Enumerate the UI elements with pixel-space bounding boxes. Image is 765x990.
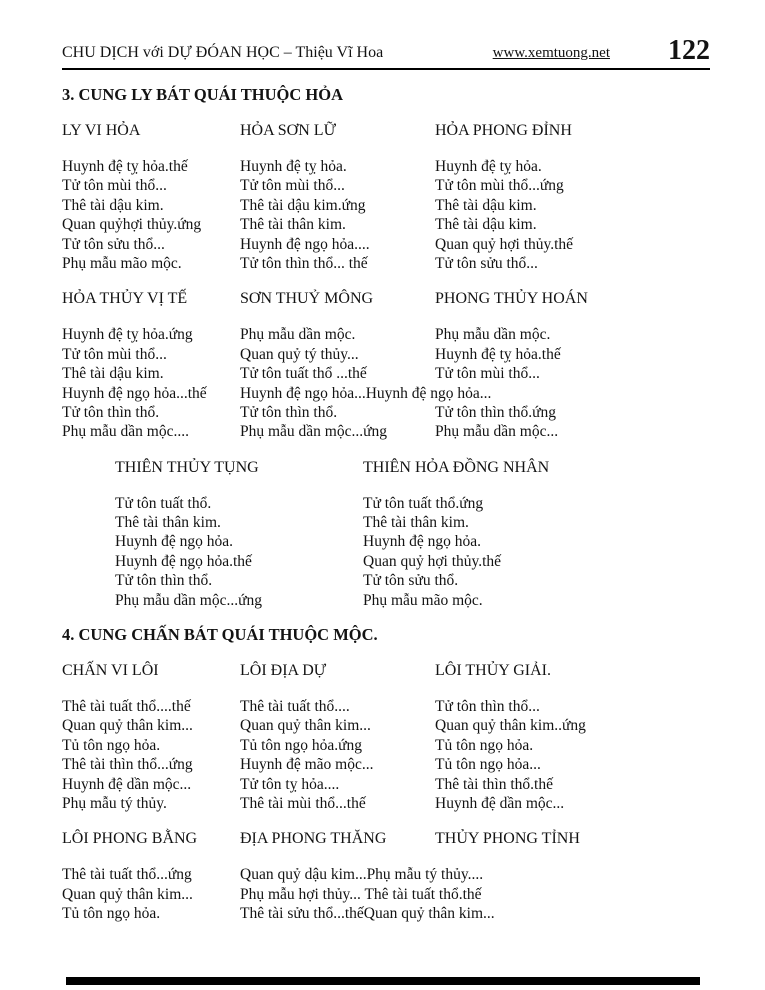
hexagram-name: LÔI ĐỊA DỰ: [240, 662, 327, 680]
hexagram-column: [435, 122, 710, 273]
hexagram-name: THIÊN HỎA ĐỒNG NHÂN: [363, 458, 550, 476]
hexagram-line: Quan quỷ thân kim...: [62, 885, 193, 903]
hexagram-line: Huynh đệ mão mộc...: [240, 756, 374, 774]
hexagram-line: Thê tài tuất thổ...ứng: [62, 866, 192, 884]
hexagram-line: Thê tài tuất thổ....thế: [62, 698, 191, 716]
hexagram-line: Huynh đệ tỵ hỏa.thế: [435, 345, 561, 363]
hexagram-line: Tử tôn sửu thổ...: [435, 254, 538, 272]
hexagram-line: Tử tôn thìn thổ... thế: [240, 254, 368, 272]
hexagram-name: LÔI PHONG BẰNG: [62, 830, 198, 848]
hexagram-line: Huynh đệ ngọ hỏa.: [363, 533, 481, 551]
hexagram-line: Tủ tôn ngọ hỏa...: [435, 756, 541, 774]
hexagram-line: Thê tài dậu kim.ứng: [240, 196, 366, 214]
hexagram-line: Tử tôn sửu thổ.: [363, 572, 459, 590]
section: [62, 625, 710, 924]
hexagram-line: Thê tài dậu kim.: [62, 196, 164, 214]
hexagram-line: Thê tài mùi thổ...thế: [240, 794, 366, 812]
hexagram-line: Huynh đệ ngọ hỏa....: [240, 235, 370, 253]
hexagram-column: [62, 662, 240, 813]
hexagram-line: Thê tài thìn thổ...ứng: [62, 756, 193, 774]
hexagram-name: HỎA THỦY VỊ TẾ: [62, 290, 188, 308]
hexagram-line: Phụ mẫu dần mộc...ứng: [115, 591, 263, 609]
hexagram-block: [115, 459, 710, 610]
hexagram-line: Thê tài dậu kim.: [435, 216, 537, 234]
page-number: 122: [668, 35, 710, 66]
hexagram-line: Quan quỷ thân kim...: [62, 717, 193, 735]
hexagram-line: Tử tôn thìn thổ.: [115, 572, 213, 590]
hexagram-name: LY VI HỎA: [62, 122, 141, 139]
hexagram-line: Huynh đệ tỵ hỏa.thế: [62, 158, 188, 175]
hexagram-name: PHONG THỦY HOÁN: [435, 290, 588, 308]
hexagram-line: Quan quỷ tý thủy...: [240, 345, 359, 363]
hexagram-column: [435, 662, 710, 813]
sections-container: [62, 85, 710, 924]
hexagram-line: Phụ mẫu dần mộc...ứng: [240, 423, 388, 441]
hexagram-block: [62, 830, 710, 923]
hexagram-column: [435, 830, 710, 923]
hexagram-line: Phụ mẫu mão mộc.: [363, 591, 483, 609]
hexagram-line: Huynh đệ ngọ hỏa.: [115, 533, 233, 551]
hexagram-column: [435, 290, 710, 441]
hexagram-column: [62, 290, 240, 441]
hexagram-column: [363, 459, 710, 610]
hexagram-line: Phụ mẫu dần mộc.: [240, 326, 356, 344]
hexagram-line: Quan quỷ thân kim..ứng: [435, 717, 586, 735]
hexagram-column: [240, 662, 435, 813]
hexagram-block: [62, 662, 710, 813]
hexagram-line: Tử tôn mùi thổ...ứng: [435, 177, 564, 195]
hexagram-line: Tử tôn sửu thổ...: [62, 235, 165, 253]
hexagram-line: Phụ mẫu mão mộc.: [62, 254, 182, 272]
hexagram-line: Tủ tôn ngọ hỏa.: [435, 736, 534, 754]
hexagram-line: Tử tôn mùi thổ...: [62, 177, 167, 195]
page-header: [62, 35, 710, 70]
hexagram-line: Thê tài sửu thổ...thếQuan quỷ thân kim...: [240, 905, 495, 923]
scan-artifact-bar: [66, 977, 700, 985]
hexagram-block: [62, 122, 710, 273]
hexagram-column: [62, 122, 240, 273]
hexagram-line: Thê tài thân kim.: [363, 514, 469, 532]
book-title: CHU DỊCH với DỰ ĐÓAN HỌC – Thiệu Vĩ Hoa: [62, 44, 384, 61]
section: [62, 85, 710, 610]
hexagram-line: Tử tôn mùi thổ...: [240, 177, 345, 195]
hexagram-line: Tử tôn thìn thổ...: [435, 698, 540, 716]
hexagram-line: Huynh đệ tỵ hỏa.ứng: [62, 326, 193, 344]
hexagram-line: Thê tài dậu kim.: [62, 365, 164, 383]
hexagram-line: Huynh đệ tỵ hỏa.: [435, 158, 542, 175]
hexagram-name: THIÊN THỦY TỤNG: [115, 458, 259, 476]
hexagram-line: Thê tài thân kim.: [240, 216, 346, 234]
hexagram-column: [240, 830, 495, 923]
hexagram-line: Quan quỷ thân kim...: [240, 717, 371, 735]
hexagram-line: Thê tài tuất thổ....: [240, 698, 350, 716]
hexagram-column: [240, 122, 435, 273]
hexagram-line: Phụ mẫu dần mộc.: [435, 326, 551, 344]
hexagram-line: Tủ tôn ngọ hỏa.ứng: [240, 736, 363, 754]
hexagram-line: Tử tôn tuất thổ.ứng: [363, 494, 484, 512]
section-heading: 4. CUNG CHẤN BÁT QUÁI THUỘC MỘC.: [62, 625, 378, 645]
hexagram-line: Huynh đệ dần mộc...: [435, 794, 565, 812]
hexagram-line: Tủ tôn ngọ hỏa.: [62, 736, 161, 754]
hexagram-name: CHẤN VI LÔI: [62, 662, 159, 680]
hexagram-line: Quan quỷhợi thủy.ứng: [62, 216, 202, 234]
hexagram-line: Tử tôn mùi thổ...: [435, 365, 540, 383]
hexagram-block: [62, 290, 710, 441]
section-heading: 3. CUNG LY BÁT QUÁI THUỘC HỎA: [62, 85, 344, 104]
hexagram-line: Phụ mẫu hợi thủy... Thê tài tuất thổ.thế: [240, 885, 482, 903]
hexagram-name: HỎA PHONG ĐỈNH: [435, 122, 572, 139]
hexagram-line: Tử tôn tuất thổ ...thế: [240, 365, 367, 383]
hexagram-name: HỎA SƠN LỮ: [240, 122, 336, 139]
hexagram-line: Phụ mẫu tý thủy.: [62, 794, 167, 812]
hexagram-name: ĐỊA PHONG THĂNG: [240, 830, 387, 848]
hexagram-column: [62, 830, 240, 923]
hexagram-name: SƠN THUỶ MÔNG: [240, 290, 374, 308]
hexagram-name: LÔI THỦY GIẢI.: [435, 662, 551, 680]
hexagram-line: Quan quỷ hợi thủy.thế: [435, 235, 574, 253]
hexagram-line: Tử tôn thìn thổ.: [240, 403, 338, 421]
hexagram-line: Huynh đệ ngọ hỏa...Huynh đệ ngọ hỏa...: [240, 384, 492, 402]
hexagram-line: Thê tài thân kim.: [115, 514, 221, 532]
hexagram-line: Tử tôn thìn thổ.ứng: [435, 403, 556, 421]
website-link[interactable]: www.xemtuong.net: [492, 45, 610, 61]
hexagram-name: THỦY PHONG TỈNH: [435, 830, 580, 848]
hexagram-line: [435, 384, 710, 403]
hexagram-line: Quan quỷ dậu kim...Phụ mẫu tý thủy....: [240, 866, 484, 884]
hexagram-line: Phụ mẫu dần mộc....: [62, 423, 189, 441]
hexagram-line: Phụ mẫu dần mộc...: [435, 423, 559, 441]
hexagram-line: Tử tôn tuất thổ.: [115, 494, 212, 512]
hexagram-line: Huynh đệ ngọ hỏa.thế: [115, 552, 252, 570]
hexagram-line: Tử tôn thìn thổ.: [62, 403, 160, 421]
hexagram-line: Huynh đệ tỵ hỏa.: [240, 158, 347, 175]
hexagram-line: Thê tài dậu kim.: [435, 196, 537, 214]
hexagram-line: Tử tôn tỵ hỏa....: [240, 775, 340, 793]
hexagram-line: Thê tài thìn thổ.thế: [435, 775, 553, 793]
hexagram-line: Tủ tôn ngọ hỏa.: [62, 905, 161, 923]
hexagram-line: Tử tôn mùi thổ...: [62, 345, 167, 363]
hexagram-line: Huynh đệ ngọ hỏa...thế: [62, 384, 207, 402]
hexagram-line: Quan quỷ hợi thủy.thế: [363, 552, 502, 570]
hexagram-column: [115, 459, 363, 610]
hexagram-line: Huynh đệ dần mộc...: [62, 775, 192, 793]
